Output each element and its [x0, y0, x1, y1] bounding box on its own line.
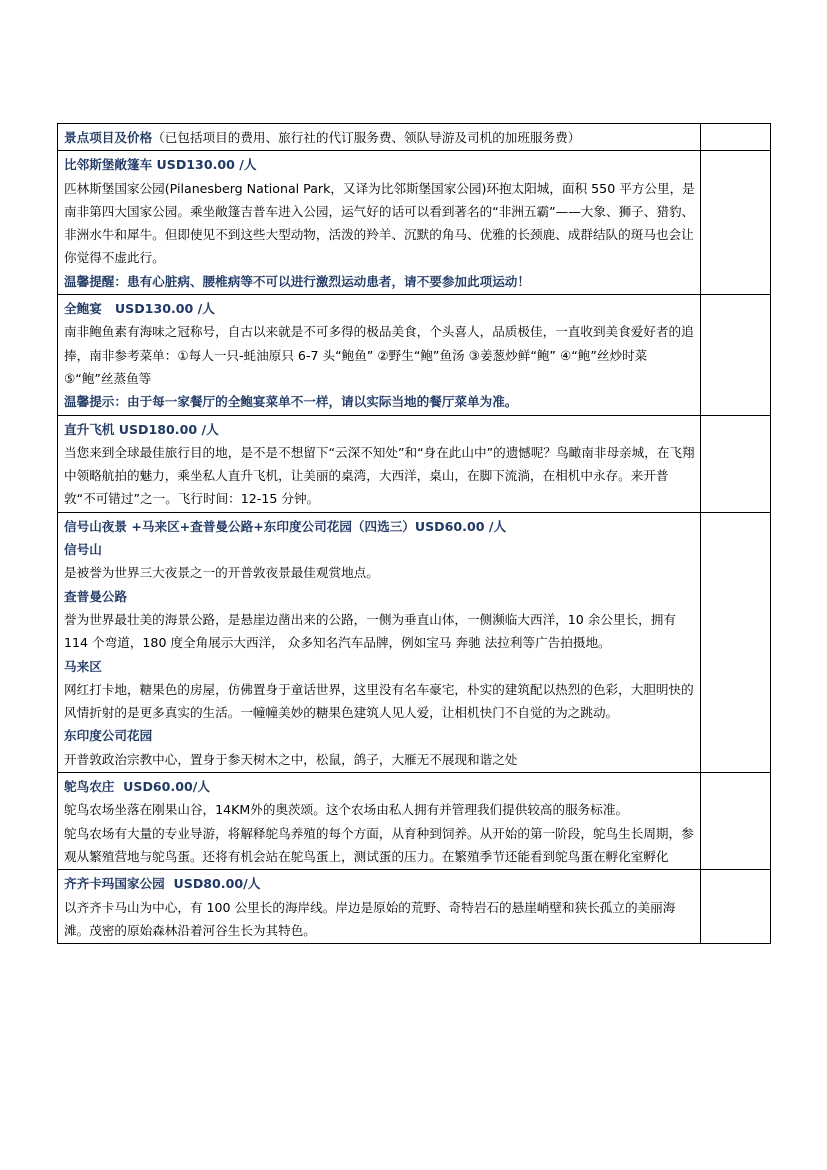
- item-cell: [58, 295, 701, 415]
- item-description: 鸵鸟农场坐落在刚果山谷，14KM外的奥茨颂。这个农场由私人拥有并管理我们提供较高的服务标准。: [64, 802, 629, 818]
- section-text: 网红打卡地，糖果色的房屋，仿佛置身于童话世界，这里没有名车豪宅，朴实的建筑配以热烈的色彩，大胆明快的风情折射的是更多真实的生活。一幢幢美妙的糖果色建筑人见人爱，让相机快门不自觉的为之跳动。: [64, 681, 694, 721]
- table-row: [58, 512, 771, 772]
- table-row: [58, 870, 771, 944]
- section-text: 是被誉为世界三大夜景之一的开普敦夜景最佳观赏地点。: [64, 565, 379, 581]
- table-header-row: [58, 124, 771, 151]
- item-title: 比邻斯堡敞篷车 USD130.00 /人: [64, 157, 257, 173]
- item-title: 鸵鸟农庄 USD60.00/人: [64, 779, 210, 795]
- section-subtitle: 信号山: [64, 542, 102, 558]
- section-text: 开普敦政治宗教中心，置身于参天树木之中，松鼠，鸽子，大雁无不展现和谐之处: [64, 751, 518, 767]
- side-cell: [701, 773, 771, 870]
- item-title: 信号山夜景 +马来区+查普曼公路+东印度公司花园（四选三）USD60.00 /人: [64, 518, 507, 534]
- section-subtitle: 查普曼公路: [64, 588, 127, 604]
- side-cell: [701, 415, 771, 512]
- item-description-2: 鸵鸟农场有大量的专业导游，将解释鸵鸟养殖的每个方面，从育种到饲养。从开始的第一阶段，鸵鸟生长周期，参观从繁殖营地与鸵鸟蛋。还将有机会站在鸵鸟蛋上，测试蛋的压力。在繁殖季节还能看到鸵鸟蛋在孵化室孵化: [64, 825, 694, 864]
- item-description: 匹林斯堡国家公园(Pilanesberg National Park，又译为比邻斯堡国家公园)环抱太阳城，面积 550 平方公里，是南非第四大国家公园。乘坐敞篷吉普车进入公园，运气好的话可以看到著名的“非洲五霸”——大象、狮子、猎豹、非洲水牛和犀牛。但即使见不到这些大型动物，活泼的羚羊、沉默的角马、优雅的长颈鹿、成群结队的斑马也会让你觉得不虚此行。: [64, 180, 695, 266]
- item-cell: [58, 512, 701, 772]
- header-note: （已包括项目的费用、旅行社的代订服务费、领队导游及司机的加班服务费）: [152, 130, 581, 145]
- table-row: [58, 415, 771, 512]
- item-description: 以齐齐卡马山为中心，有 100 公里长的海岸线。岸边是原始的荒野、奇特岩石的悬崖峭壁和狭长孤立的美丽海滩。茂密的原始森林沿着河谷生长为其特色。: [64, 899, 676, 938]
- side-cell: [701, 295, 771, 415]
- section-subtitle: 马来区: [64, 658, 102, 674]
- attractions-table: [57, 123, 771, 944]
- item-cell: [58, 151, 701, 295]
- section-text: 誉为世界最壮美的海景公路，是悬崖边凿出来的公路，一侧为垂直山体，一侧濒临大西洋，10 余公里长，拥有 114 个弯道，180 度全角展示大西洋， 众多知名汽车品牌，例如宝马 奔驰 法拉利等广告拍摄地。: [64, 611, 676, 651]
- side-cell: [701, 124, 771, 151]
- item-title: 全鲍宴 USD130.00 /人: [64, 301, 215, 317]
- item-title: 齐齐卡玛国家公园 USD80.00/人: [64, 876, 261, 892]
- item-tip: 温馨提示：由于每一家餐厅的全鲍宴菜单不一样，请以实际当地的餐厅菜单为准。: [64, 394, 518, 410]
- header-title: 景点项目及价格: [64, 130, 153, 145]
- table-row: [58, 151, 771, 295]
- section-subtitle: 东印度公司花园: [64, 728, 153, 744]
- item-cell: [58, 415, 701, 512]
- item-title: 直升飞机 USD180.00 /人: [64, 421, 219, 437]
- item-cell: [58, 870, 701, 944]
- side-cell: [701, 870, 771, 944]
- table-row: [58, 773, 771, 870]
- side-cell: [701, 151, 771, 295]
- item-description: 南非鲍鱼素有海味之冠称号，自古以来就是不可多得的极品美食，个头喜人，品质极佳，一直收到美食爱好者的追捧，南非参考菜单：①每人一只-蚝油原只 6-7 头“鲍鱼” ②野生“鲍”鱼汤 ③姜葱炒鲜“鲍” ④“鲍”丝炒时菜 ⑤“鲍”丝蒸鱼等: [64, 324, 694, 386]
- table-row: [58, 295, 771, 415]
- side-cell: [701, 512, 771, 772]
- item-tip: 温馨提醒：患有心脏病、腰椎病等不可以进行激烈运动患者，请不要参加此项运动！: [64, 273, 530, 289]
- item-description: 当您来到全球最佳旅行目的地，是不是不想留下“云深不知处”和“身在此山中”的遗憾呢？鸟瞰南非母亲城，在飞翔中领略航拍的魅力，乘坐私人直升飞机，让美丽的桌湾，大西洋，桌山，在脚下流淌，在相机中永存。来开普敦“不可错过”之一。飞行时间：12-15 分钟。: [64, 444, 695, 507]
- table-header-cell: [58, 124, 701, 151]
- item-cell: [58, 773, 701, 870]
